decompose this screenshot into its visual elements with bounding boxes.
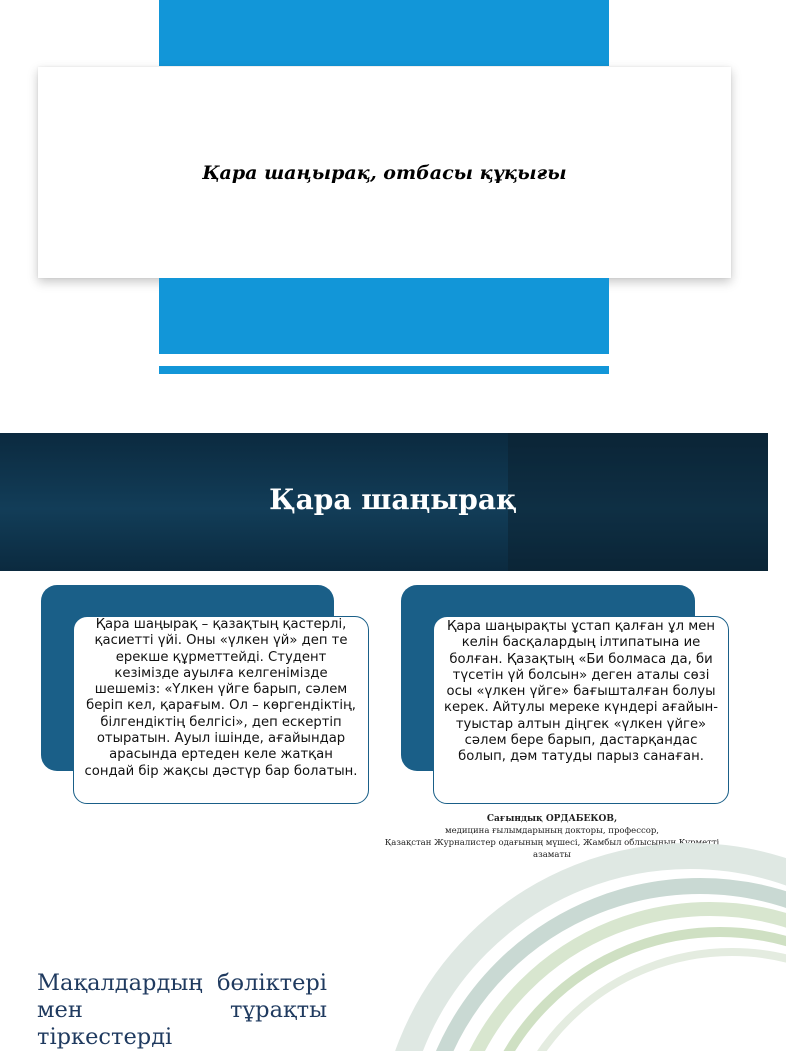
slide-title-text: Қара шаңырақ, отбасы құқығы — [202, 161, 567, 184]
accent-band-bottom — [159, 278, 609, 354]
slide-heading-proverbs: Мақалдардың бөліктері мен тұрақты тіркестерді — [37, 970, 327, 1050]
author-title: медицина ғылымдарының докторы, профессор, — [445, 826, 659, 836]
slide-kara-shanyrak — [0, 433, 768, 860]
quote-card-right: Қара шаңырақты ұстап қалған ұл мен келін басқалардың ілтипатына ие болған. Қазақтың «Би болмаса да, би түсетін үй болсын» деген аталы сөзі осы «үлкен үйге» бағышталған болуы керек. Айтулы мереке күндері ағайын-туыстар алтын діңгек «үлкен үйге» сәлем бере барып, дастарқандас болып, дәм татуды парыз санаған. — [433, 616, 729, 804]
quote-card-left: Қара шаңырақ – қазақтың қастерлі, қасиетті үйі. Оны «үлкен үй» деп те ерекше құрметтейді. Студент кезімізде ауылға келгенімізде шешеміз: «Үлкен үйге барып, сәлем беріп кел, қарағым. Ол – көргендіктің, білгендіктің белгісі», деп ескертіп отыратын. Ауыл ішінде, ағайындар арасында ертеден келе жатқан сондай бір жақсы дәстүр бар болатын. — [73, 616, 369, 804]
title-card — [38, 67, 731, 278]
author-name: Сағындық ОРДАБЕКОВ, — [486, 814, 618, 824]
slide-proverbs — [0, 866, 768, 1050]
decorative-arcs — [360, 866, 768, 1024]
slide-header — [0, 433, 768, 571]
author-affiliation: Қазақстан Журналистер одағының мүшесі, Жамбыл облысының Құрметті азаматы — [384, 838, 720, 860]
slide-heading: Қара шаңырақ — [269, 483, 517, 516]
accent-line — [159, 366, 609, 374]
accent-band-top — [159, 0, 609, 66]
slide-title — [0, 0, 768, 420]
